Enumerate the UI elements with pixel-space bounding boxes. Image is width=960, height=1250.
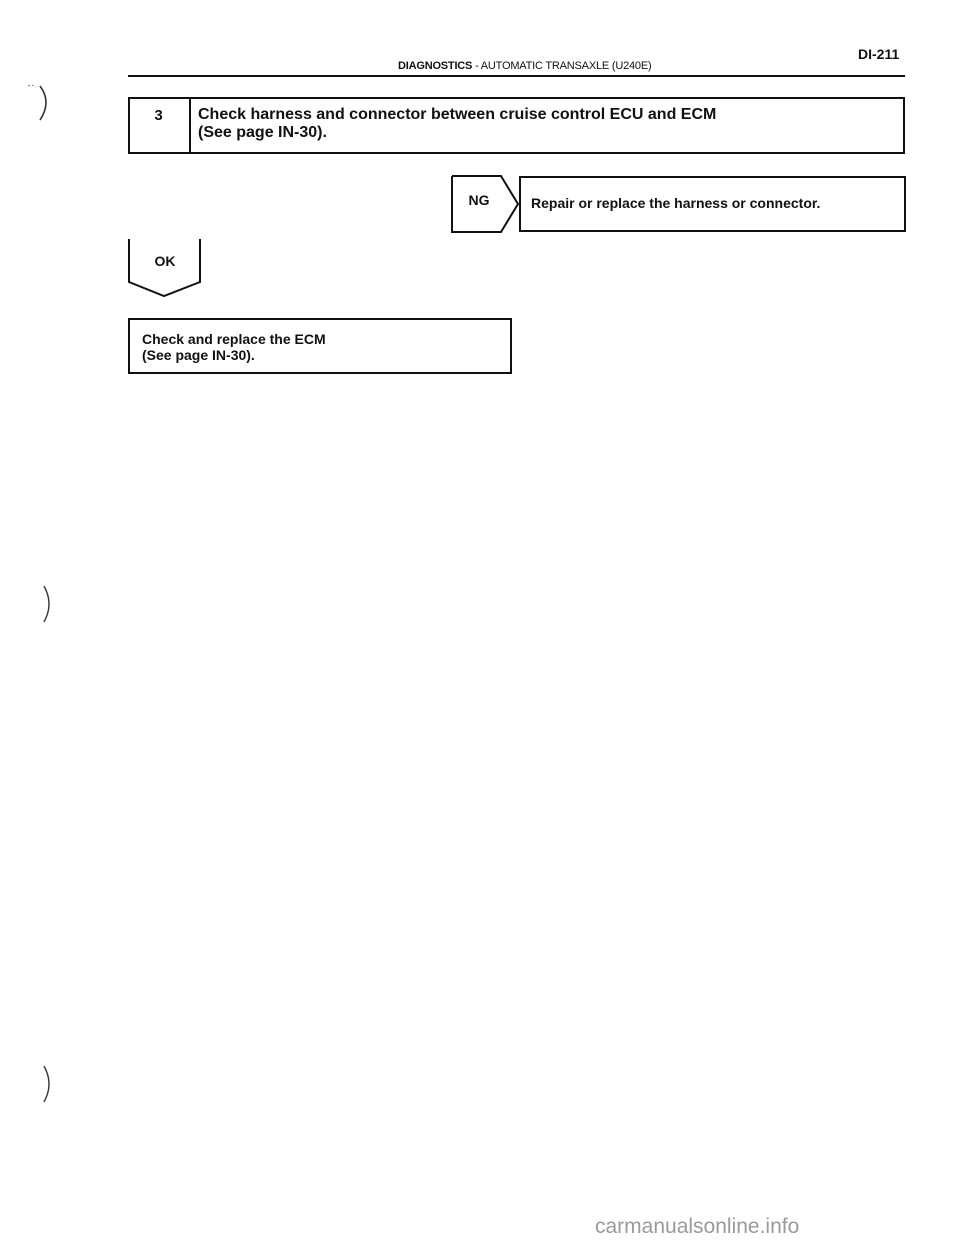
margin-mark-1 <box>18 78 48 128</box>
margin-mark-3 <box>38 1060 58 1110</box>
step-description <box>198 106 716 142</box>
step-line-2: (See page IN-30). <box>198 124 327 141</box>
header-subject: AUTOMATIC TRANSAXLE (U240E) <box>480 60 652 72</box>
final-action-line-1: Check and replace the ECM <box>142 331 326 347</box>
page-number: DI-211 <box>858 46 900 62</box>
header-rule <box>128 75 905 77</box>
section-header-title <box>398 60 651 72</box>
ok-arrow-box <box>128 238 202 300</box>
header-separator: - <box>475 60 479 72</box>
header-diagnostics: DIAGNOSTICS <box>398 60 473 72</box>
watermark: carmanualsonline.info <box>595 1215 800 1238</box>
ng-label: NG <box>468 192 490 208</box>
step-line-1: Check harness and connector between cruise control ECU and ECM <box>198 106 717 123</box>
ok-label: OK <box>154 253 176 269</box>
step-number: 3 <box>128 97 191 154</box>
margin-mark-2 <box>38 580 58 630</box>
repair-instruction: Repair or replace the harness or connector. <box>531 195 821 211</box>
final-action-line-2: (See page IN-30). <box>142 347 255 363</box>
final-action-text <box>142 331 326 363</box>
